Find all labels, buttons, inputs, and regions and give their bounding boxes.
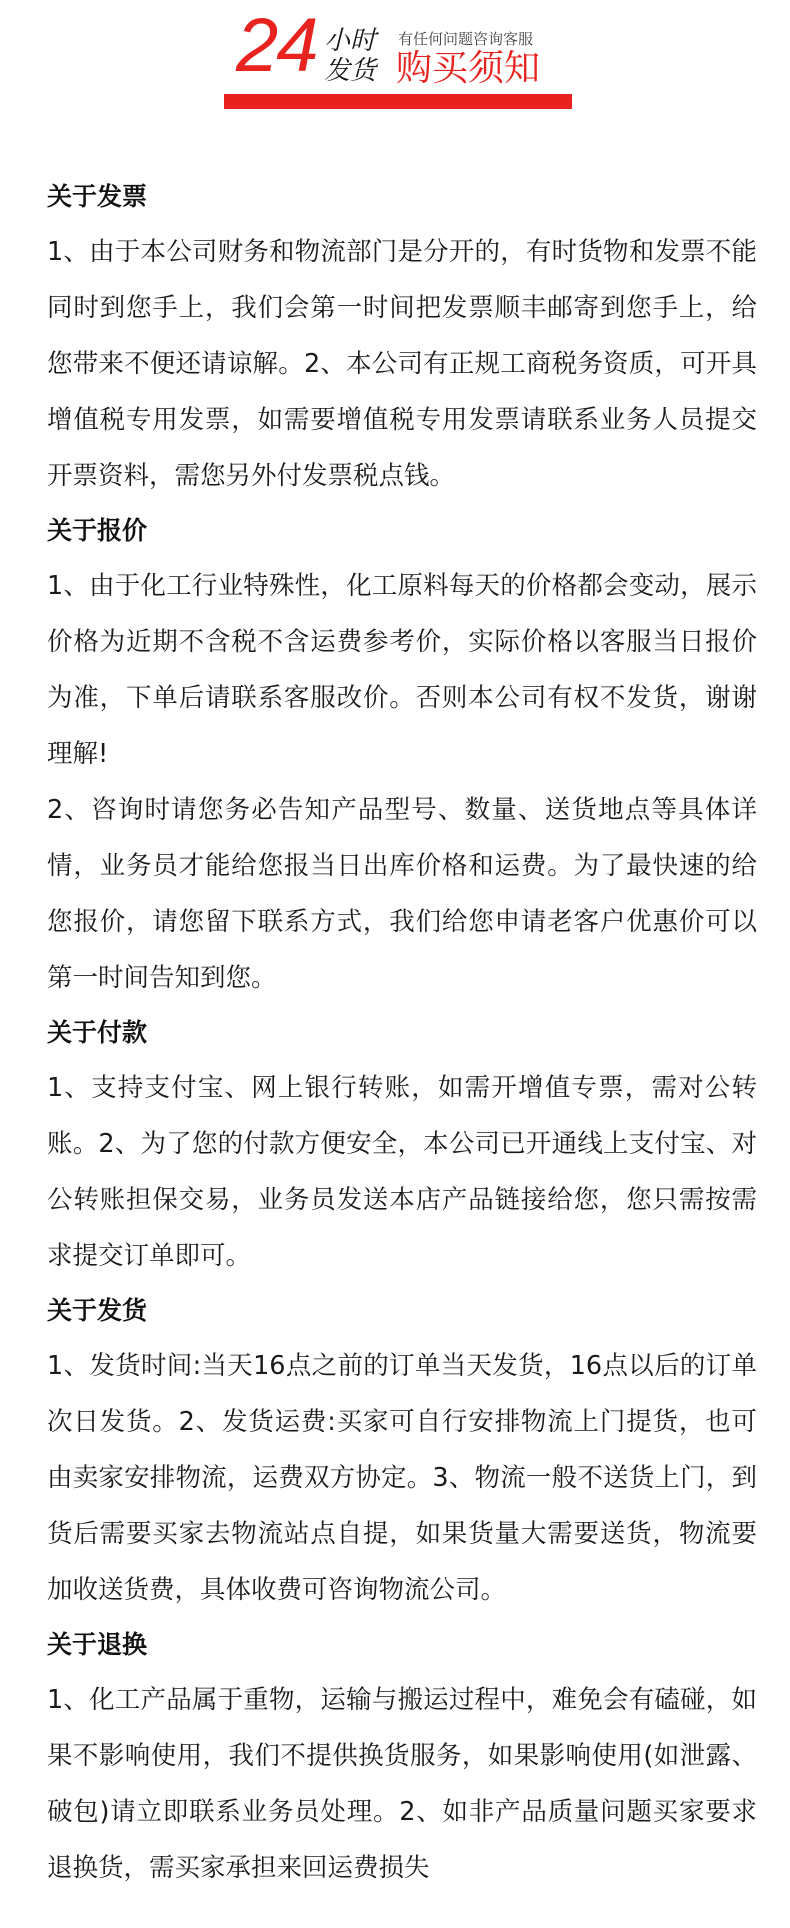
banner-number: 24 xyxy=(236,3,317,88)
header-banner xyxy=(0,0,790,110)
banner-stack-bottom: 发货 xyxy=(324,56,377,86)
notice-content xyxy=(47,170,757,1896)
section-heading: 关于报价 xyxy=(47,516,148,545)
section-paragraph: 2、咨询时请您务必告知产品型号、数量、送货地点等具体详情，业务员才能给您报当日出库价格和运费。为了最快速的给您报价，请您留下联系方式，我们给您申请老客户优惠价可以第一时间告知到您。 xyxy=(47,795,757,993)
section-heading: 关于退换 xyxy=(47,1630,148,1659)
banner-underline-bar xyxy=(224,94,572,109)
banner-stack-top: 小时 xyxy=(324,26,377,56)
banner-title: 购买须知 xyxy=(396,48,541,89)
banner-subtitle: 有任何问题咨询客服 xyxy=(398,30,534,48)
section-heading: 关于付款 xyxy=(47,1018,148,1047)
section-payment xyxy=(47,1006,757,1284)
section-heading: 关于发票 xyxy=(47,182,148,211)
section-paragraph: 1、发货时间:当天16点之前的订单当天发货，16点以后的订单次日发货。2、发货运费:买家可自行安排物流上门提货，也可由卖家安排物流，运费双方协定。3、物流一般不送货上门，到货后需要买家去物流站点自提，如果货量大需要送货，物流要加收送货费，具体收费可咨询物流公司。 xyxy=(47,1351,757,1605)
section-paragraph: 1、支持支付宝、网上银行转账，如需开增值专票，需对公转账。2、为了您的付款方便安全，本公司已开通线上支付宝、对公转账担保交易，业务员发送本店产品链接给您，您只需按需求提交订单即可。 xyxy=(47,1073,757,1271)
section-paragraph: 1、化工产品属于重物，运输与搬运过程中，难免会有磕碰，如果不影响使用，我们不提供换货服务，如果影响使用(如泄露、破包)请立即联系业务员处理。2、如非产品质量问题买家要求退换货，需买家承担来回运费损失 xyxy=(47,1685,757,1883)
section-returns xyxy=(47,1618,757,1896)
section-quotation xyxy=(47,504,757,1006)
section-invoice xyxy=(47,170,757,504)
banner-stack xyxy=(324,26,394,86)
section-paragraph: 1、由于本公司财务和物流部门是分开的，有时货物和发票不能同时到您手上，我们会第一时间把发票顺丰邮寄到您手上，给您带来不便还请谅解。2、本公司有正规工商税务资质，可开具增值税专用发票，如需要增值税专用发票请联系业务人员提交开票资料，需您另外付发票税点钱。 xyxy=(47,237,757,491)
section-paragraph: 1、由于化工行业特殊性，化工原料每天的价格都会变动，展示价格为近期不含税不含运费参考价，实际价格以客服当日报价为准，下单后请联系客服改价。否则本公司有权不发货，谢谢理解! xyxy=(47,571,757,769)
section-shipping xyxy=(47,1284,757,1618)
section-heading: 关于发货 xyxy=(47,1296,148,1325)
